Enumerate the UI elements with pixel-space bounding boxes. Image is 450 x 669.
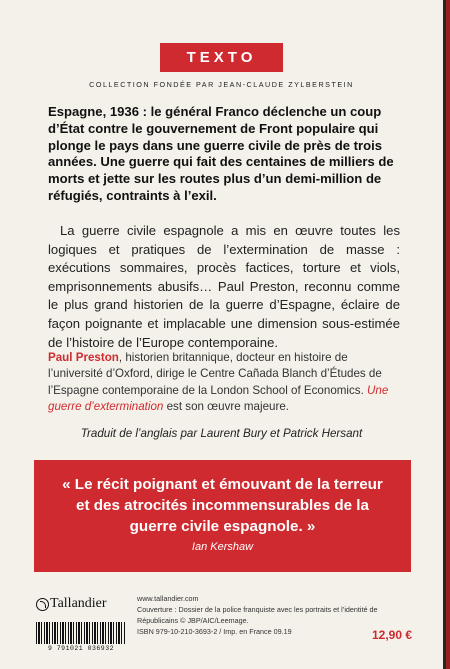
collection-logo: TEXTO (160, 43, 283, 72)
publisher-website: www.tallandier.com (137, 594, 199, 603)
quote-text: « Le récit poignant et émouvant de la terreur et des atrocités incommensurables de la guerre civile espagnole. » (62, 476, 383, 535)
description-paragraph: La guerre civile espagnole a mis en œuvre toutes les logiques et pratiques de l’extermination de masse : exécutions sommaires, procès factices, torture et viols, emprisonnements abusifs… Paul Preston, reconnu comme le plus grand historien de la guerre d’Espagne, éclaire de façon poignante et implacable une dimension sous-estimée de l’histoire de l’Europe contemporaine. (48, 223, 400, 350)
author-bio (48, 350, 400, 416)
barcode-number: 9 791021 036932 (47, 645, 114, 652)
author-bio-text: , historien britannique, docteur en histoire de l’université d’Oxford, dirige le Centre Cañada Blanch d’Études de l’Espagne contemporaine de la London School of Economics. (48, 351, 382, 397)
quote-author: Ian Kershaw (191, 541, 254, 553)
publisher-name: Tallandier (50, 596, 107, 611)
publisher-info (137, 593, 387, 637)
translator-credit: Traduit de l’anglais par Laurent Bury et Patrick Hersant (80, 427, 363, 440)
summary-blurb: Espagne, 1936 : le général Franco déclenche un coup d’État contre le gouvernement de Front populaire qui plonge le pays dans une guerre civile de près de trois années. Une guerre qui fait des centaines de milliers de morts et jette sur les routes plus d’un demi-million de réfugiés, contraints à l’exil. (48, 104, 394, 203)
price: 12,90 € (372, 628, 413, 642)
author-bio-tail: est son œuvre majeure. (163, 400, 290, 414)
book-title: Une guerre d’extermination (48, 383, 389, 414)
isbn-line: ISBN 979-10-210-3693-2 / Imp. en France 09.19 (137, 627, 292, 636)
cover-credit: Couverture : Dossier de la police franquiste avec les portraits et l’identité de Républicains © JBP/AIC/Leemage. (137, 605, 378, 625)
collection-credit: COLLECTION FONDÉE PAR JEAN-CLAUDE ZYLBERSTEIN (89, 80, 354, 89)
author-name: Paul Preston (48, 351, 119, 364)
tallandier-mark-icon (36, 598, 49, 611)
spine-edge (446, 0, 450, 669)
publisher-logo (36, 596, 107, 612)
quote-box (34, 460, 411, 572)
barcode (36, 622, 126, 644)
